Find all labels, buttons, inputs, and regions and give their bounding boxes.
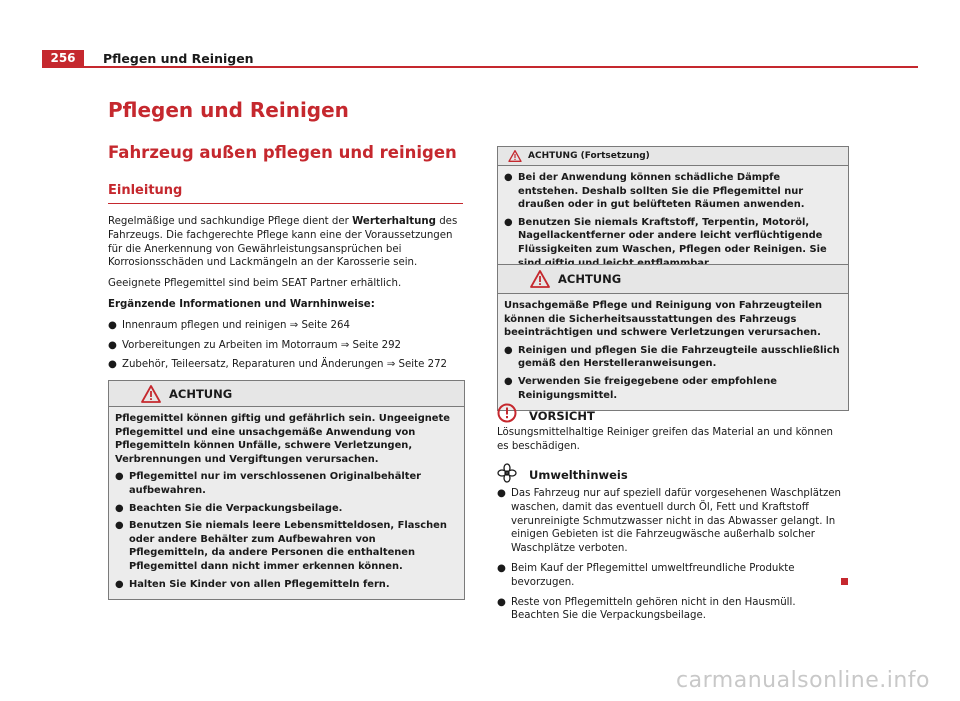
cross-reference-link[interactable]: Zubehör, Teileersatz, Reparaturen und Änderungen ⇒ Seite 272 — [122, 359, 448, 371]
environment-label: Umwelthinweis — [529, 468, 628, 483]
bullet-icon: ● — [108, 359, 117, 371]
intro-text — [108, 215, 464, 378]
warning-continued-header — [498, 147, 848, 166]
environment-header — [497, 463, 847, 483]
bullet-icon: ● — [108, 339, 117, 351]
subsection-title: Einleitung — [108, 183, 183, 198]
bullet-icon: ● — [115, 578, 124, 590]
list-item: ● Pflegemittel nur im verschlossenen Originalbehälter aufbewahren. — [115, 471, 422, 496]
warning-triangle-icon — [508, 150, 522, 162]
environment-note — [497, 463, 847, 629]
warning-triangle-icon — [530, 270, 550, 288]
bullet-icon: ● — [497, 562, 506, 574]
list-item: ● Benutzen Sie niemals leere Lebensmitteldosen, Flaschen oder andere Behälter zum Aufbewahren von Pflegemitteln, da andere Personen die enthaltenen Pflegemittel dann nicht immer erkennen können. — [115, 520, 447, 572]
bullet-icon: ● — [504, 375, 513, 387]
chapter-title: Pflegen und Reinigen — [108, 98, 349, 122]
emphasis-werterhaltung: Werterhaltung — [352, 216, 436, 227]
caution-text: Lösungsmittelhaltige Reiniger greifen das Material an und können es beschädigen. — [497, 426, 833, 452]
list-item[interactable] — [108, 358, 464, 372]
warning-text: Pflegemittel können giftig und gefährlich sein. Ungeeignete Pflegemittel und eine unsachgemäße Anwendung von Pflegemitteln können Unfälle, schwere Verletzungen, Verbrennungen und Vergiftungen verursachen. — [115, 413, 450, 465]
header-rule — [42, 66, 918, 68]
warning-body — [109, 407, 464, 599]
bullet-icon: ● — [115, 520, 124, 532]
bullet-icon: ● — [115, 471, 124, 483]
warning-label: ACHTUNG (Fortsetzung) — [528, 151, 650, 161]
warning-label: ACHTUNG — [169, 386, 233, 401]
list-item: ● Bei der Anwendung können schädliche Dämpfe entstehen. Deshalb sollten Sie die Pflegemittel nur draußen oder in gut belüfteten Räumen anwenden. — [504, 172, 805, 211]
list-item[interactable] — [108, 319, 464, 333]
watermark: carmanualsonline.info — [676, 668, 930, 693]
list-item[interactable] — [108, 339, 464, 353]
caution-note — [497, 402, 847, 460]
intro-paragraph-1: Regelmäßige und sachkundige Pflege dient der Werterhaltung des Fahrzeugs. Die fachgerechte Pflege kann eine der Voraussetzungen für die Anerkennung von Gewährleistungsansprüchen bei Korrosionsschäden und Lackmängeln an der Karosserie sein. — [108, 216, 458, 269]
warning-header — [498, 265, 848, 294]
bullet-icon: ● — [115, 502, 124, 514]
running-header-title: Pflegen und Reinigen — [103, 51, 254, 66]
list-item: ● Beachten Sie die Verpackungsbeilage. — [115, 502, 343, 514]
warning-label: ACHTUNG — [558, 272, 622, 286]
caution-label: VORSICHT — [529, 409, 595, 423]
bullet-icon: ● — [504, 172, 513, 183]
page-number: 256 — [42, 50, 84, 67]
intro-paragraph-3: Ergänzende Informationen und Warnhinweise: — [108, 298, 375, 310]
list-item: ● Reinigen und pflegen Sie die Fahrzeugteile ausschließlich gemäß den Herstelleranweisungen. — [504, 344, 840, 370]
bullet-icon: ● — [504, 216, 513, 228]
list-item: ● Verwenden Sie freigegebene oder empfohlene Reinigungsmittel. — [504, 375, 777, 401]
list-item: ● Benutzen Sie niemals Kraftstoff, Terpentin, Motoröl, Nagellackentferner oder andere leicht verflüchtigende Flüssigkeiten zum Waschen, Pflegen oder Reinigen. Sie — [504, 216, 842, 270]
bullet-icon: ● — [504, 344, 513, 356]
caution-header — [497, 402, 847, 424]
list-item: ● Reste von Pflegemitteln gehören nicht in den Hausmüll. Beachten Sie die Verpackungsbeilage. — [497, 596, 796, 622]
bullet-icon: ● — [497, 596, 506, 608]
section-title: Fahrzeug außen pflegen und reinigen — [108, 143, 457, 162]
cross-reference-link[interactable]: Vorbereitungen zu Arbeiten im Motorraum ⇒ Seite 292 — [122, 339, 402, 351]
warning-triangle-icon — [141, 385, 161, 403]
warning-continued-body — [498, 166, 848, 278]
warning-continued-box — [497, 146, 849, 279]
bullet-icon: ● — [108, 319, 117, 331]
warning-box — [108, 380, 465, 600]
warning-body — [498, 294, 848, 410]
warning-text: Unsachgemäße Pflege und Reinigung von Fahrzeugteilen können die Sicherheitsausstattungen des Fahrzeugs beeinträchtigen und schwere Verletzungen verursachen. — [504, 300, 823, 339]
list-item: ● Halten Sie Kinder von allen Pflegemitteln fern. — [115, 578, 390, 590]
cross-reference-link[interactable]: Innenraum pflegen und reinigen ⇒ Seite 264 — [122, 319, 350, 331]
intro-paragraph-2: Geeignete Pflegemittel sind beim SEAT Partner erhältlich. — [108, 278, 402, 290]
subsection-rule — [108, 203, 463, 204]
warning-box-2 — [497, 264, 849, 411]
warning-header — [109, 381, 464, 407]
section-end-marker — [841, 578, 848, 585]
exclamation-circle-icon — [497, 403, 517, 423]
list-item: ● Das Fahrzeug nur auf speziell dafür vorgesehenen Waschplätzen waschen, damit das eventuell durch Öl, Fett und Kraftstoff verunreinigte Schmutzwasser nicht in das Abwasser gelangt. In einigen Gebieten ist die Fahrzeugwäsche außerhalb solcher Waschplätze verboten. — [497, 488, 842, 555]
bullet-icon: ● — [497, 488, 506, 499]
flower-icon — [497, 463, 517, 483]
list-item: ● Beim Kauf der Pflegemittel umweltfreundliche Produkte bevorzugen. — [497, 562, 795, 588]
